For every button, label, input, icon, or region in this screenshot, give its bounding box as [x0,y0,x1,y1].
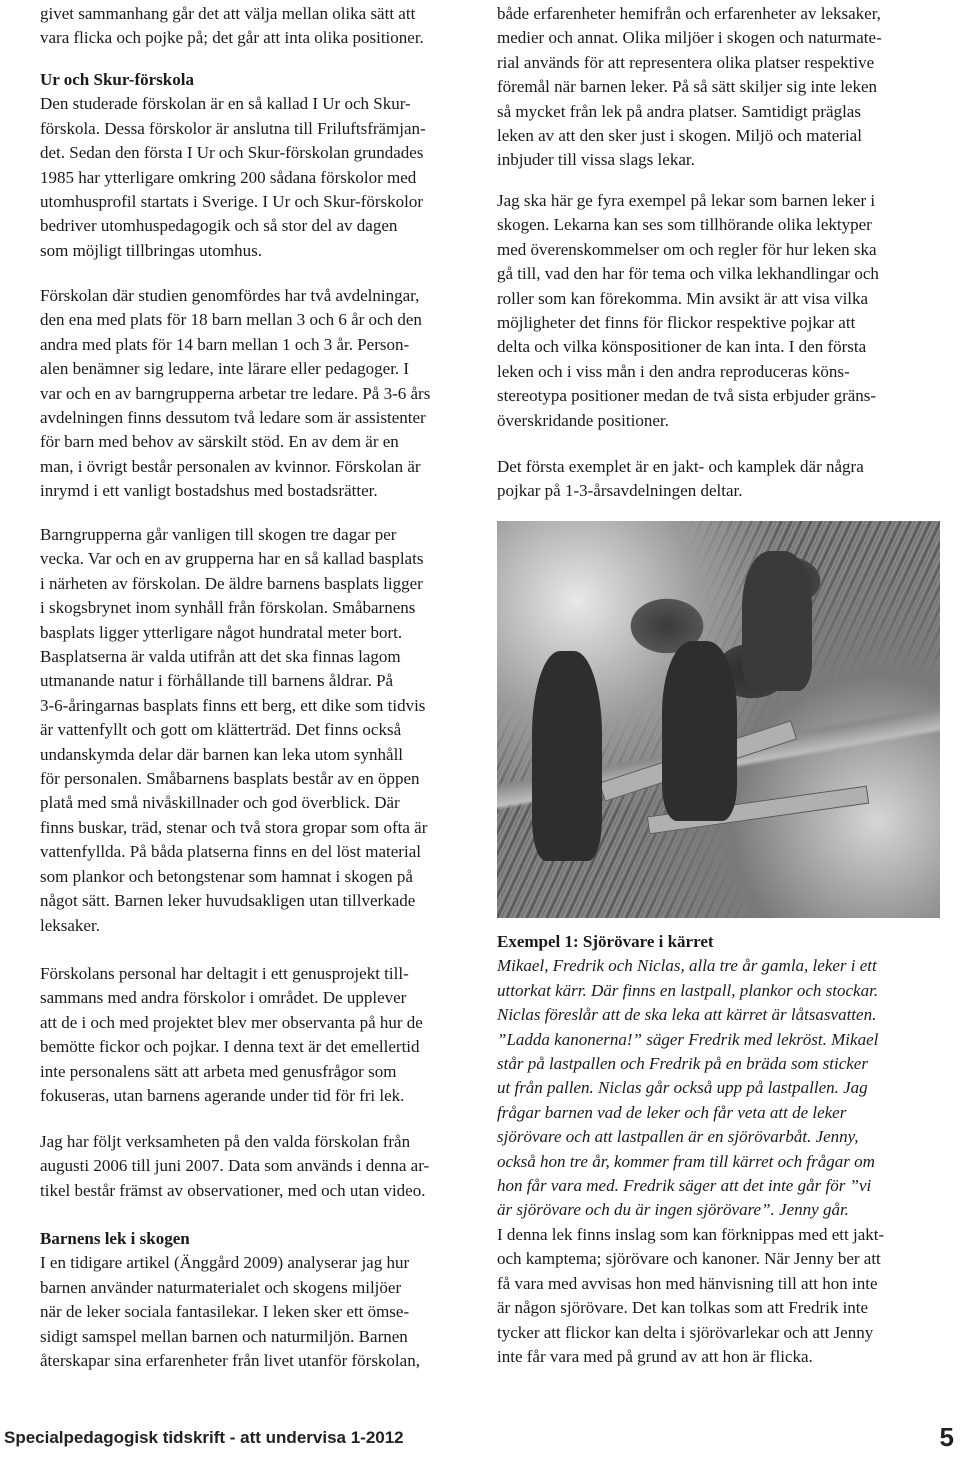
section-barnens-lek [40,1227,420,1373]
text-line: Förskolans personal har deltagit i ett genusprojekt till- [40,964,409,983]
text-line: utmanande natur i förhållande till barnens åldrar. På [40,671,394,691]
text-line: Jag har följt verksamheten på den valda förskolan från [40,1132,411,1151]
text-line: stereotypa positioner medan de två sista erbjuder gräns- [497,386,877,406]
text-line: det. Sedan den första I Ur och Skur-förskolan grundades [40,143,424,163]
text-line: skogen. Lekarna kan ses som tillhörande olika lektyper [497,215,872,235]
text-line: Niclas föreslår att de ska leka att kärret är låtsasvatten. [497,1005,877,1025]
paragraph [497,189,879,433]
text-line: är någon sjörövare. Det kan tolkas som att Fredrik inte [497,1298,869,1318]
text-line: bemötte fickor och pojkar. I denna text är det emellertid [40,1037,420,1057]
text-line: augusti 2006 till juni 2007. Data som används i denna ar- [40,1156,430,1176]
text-line: delta och vilka könspositioner de kan inta. I den första [497,337,867,357]
text-line: Den studerade förskolan är en så kallad I Ur och Skur- [40,94,411,114]
text-line: Det första exemplet är en jakt- och kamplek där några [497,457,864,476]
paragraph [40,962,423,1108]
text-line: vara flicka och pojke på; det går att inta olika positioner. [40,28,424,48]
text-line: 1985 har ytterligare omkring 200 sådana förskolor med [40,167,417,187]
text-line: frågar barnen vad de leker och får veta att de leker [497,1102,847,1122]
text-line: för personalen. Småbarnens basplats består av en öppen [40,769,420,789]
text-line: i närheten av förskolan. De äldre barnens basplats ligger [40,573,423,593]
paragraph [40,284,430,504]
child-figure [662,641,737,821]
text-line: Jag ska här ge fyra exempel på lekar som barnen leker i [497,191,876,210]
text-line: bedriver utomhuspedagogik och så stor del av dagen [40,216,398,236]
journal-title: Specialpedagogisk tidskrift - att undervisa 1-2012 [4,1428,404,1447]
text-line: när de leker sociala fantasilekar. I leken sker ett ömse- [40,1302,410,1322]
text-line: fokuseras, utan barnens agerande under tid för fri lek. [40,1086,405,1106]
text-line: barnen använder naturmaterialet och skogens miljöer [40,1277,402,1297]
text-line: ut från pallen. Niclas går också upp på lastpallen. Jag [497,1078,868,1098]
text-line: förskola. Dessa förskolor är anslutna till Friluftsfrämjan- [40,118,426,138]
paragraph [40,1130,429,1203]
text-line: i skogsbrynet inom synhåll från förskolan. Småbarnens [40,598,416,618]
text-line: pojkar på 1-3-årsavdelningen deltar. [497,481,743,501]
photo-children-forest [497,521,940,918]
text-line: så mycket från lek på andra platser. Samtidigt präglas [497,101,861,121]
text-line: också hon tre år, kommer fram till kärret och frågar om [497,1151,875,1171]
text-line: man, i övrigt består personalen av kvinnor. Förskolan är [40,456,421,476]
text-line: att de i och med projektet blev mer observanta på hur de [40,1012,423,1032]
text-line: andra med plats för 14 barn mellan 1 och 3 år. Person- [40,334,410,354]
text-line: Exempel 1: Sjörövare i kärret [497,932,714,951]
text-line: utomhusprofil startats i Sverige. I Ur och Skur-förskolor [40,192,424,212]
text-line: vattenfyllda. På båda platserna finns en del löst material [40,842,421,862]
text-line: leken och i viss mån i den andra reproduceras köns- [497,361,850,381]
section-ur-och-skur [40,68,426,263]
text-line: ”Ladda kanonerna!” säger Fredrik med lekröst. Mikael [497,1029,879,1049]
text-line: Förskolan där studien genomfördes har två avdelningar, [40,286,420,305]
text-line: inte personalens sätt att arbeta med genusfrågor som [40,1061,397,1081]
text-line: givet sammanhang går det att välja mellan olika sätt att [40,4,416,23]
text-line: tikel består främst av observationer, med och utan video. [40,1180,426,1200]
text-line: tycker att flickor kan delta i sjörövarlekar och att Jenny [497,1322,874,1342]
text-line: inrymd i ett vanligt bostadshus med bostadsrätter. [40,481,378,501]
example-1-box [497,930,884,1369]
text-line: är vattenfyllt och gott om klätterträd. Det finns också [40,720,402,740]
text-line: och kamptema; sjörövare och kanoner. När Jenny ber att [497,1249,881,1269]
text-line: leken av att den sker just i skogen. Miljö och material [497,126,862,146]
child-figure [742,551,812,691]
text-line: Barnens lek i skogen [40,1229,190,1248]
text-line: hon får vara med. Fredrik säger att det inte går för ”vi [497,1176,872,1196]
text-line: leksaker. [40,915,100,935]
text-line: I en tidigare artikel (Änggård 2009) analyserar jag hur [40,1253,410,1273]
text-line: inte får vara med på grund av att hon är flicka. [497,1346,813,1366]
paragraph [497,2,882,173]
text-line: undanskymda delar där barnen kan leka utom synhåll [40,744,404,764]
paragraph [40,523,427,938]
text-line: Ur och Skur-förskola [40,70,194,89]
text-line: sjörövare och att lastpallen är en sjörövarbåt. Jenny, [497,1127,859,1147]
text-line: föremål när barnen leker. På så sätt skiljer sig inte leken [497,77,878,97]
text-line: basplats ligger ytterligare något hundratal meter bort. [40,622,403,642]
text-line: roller som kan förekomma. Min avsikt är att visa vilka [497,288,869,308]
text-line: alen benämner sig ledare, inte lärare eller pedagoger. I [40,359,410,379]
text-line: var och en av barngrupperna arbetar tre ledare. På 3-6 års [40,383,431,403]
page-number: 5 [939,1422,954,1452]
text-line: vecka. Var och en av grupperna har en så kallad basplats [40,549,424,569]
text-line: är sjörövare och du är ingen sjörövare”. Jenny går. [497,1200,849,1220]
child-figure [532,651,602,861]
text-line: den ena med plats för 18 barn mellan 3 och 6 år och den [40,310,422,330]
text-line: få vara med avvisas hon med hänvisning till att hon inte [497,1273,878,1293]
text-line: gå till, vad den har för tema och vilka lekhandlingar och [497,264,879,284]
text-line: avdelningen finns dessutom två ledare som är assistenter [40,408,426,428]
paragraph [40,2,424,51]
text-line: står på lastpallen och Fredrik på en bräda som sticker [497,1054,868,1074]
text-line: sidigt samspel mellan barnen och naturmiljön. Barnen [40,1326,408,1346]
text-line: 3-6-åringarnas basplats finns ett berg, ett dike som tidvis [40,695,426,715]
text-line: Mikael, Fredrik och Niclas, alla tre år gamla, leker i ett [497,956,877,976]
text-line: rial används för att representera olika platser respektive [497,52,875,72]
text-line: Barngrupperna går vanligen till skogen tre dagar per [40,525,397,544]
paragraph [497,455,864,504]
text-line: uttorkat kärr. Där finns en lastpall, plankor och stockar. [497,980,879,1000]
text-line: sammans med andra förskolor i området. De upplever [40,988,407,1008]
text-line: för barn med behov av särskilt stöd. En av dem är en [40,432,399,452]
text-line: som plankor och betongstenar som hamnat i skogen på [40,866,413,886]
text-line: Basplatserna är valda utifrån att det ska finnas lagom [40,647,401,667]
text-line: möjligheter det finns för flickor respektive pojkar att [497,313,856,333]
text-line: finns buskar, träd, stenar och två stora gropar som ofta är [40,817,428,837]
text-line: återskapar sina erfarenheter från livet utanför förskolan, [40,1351,420,1371]
text-line: platå med små nivåskillnader och god överblick. Där [40,793,400,813]
text-line: något sätt. Barnen leker huvudsakligen utan tillverkade [40,891,416,911]
text-line: medier och annat. Olika miljöer i skogen och naturmate- [497,28,882,48]
text-line: både erfarenheter hemifrån och erfarenheter av leksaker, [497,4,881,23]
text-line: I denna lek finns inslag som kan förknippas med ett jakt- [497,1224,885,1244]
text-line: inbjuder till vissa slags lekar. [497,150,695,170]
text-line: som möjligt tillbringas utomhus. [40,240,262,260]
text-line: med överenskommelser om och regler för hur leken ska [497,239,877,259]
text-line: överskridande positioner. [497,410,669,430]
